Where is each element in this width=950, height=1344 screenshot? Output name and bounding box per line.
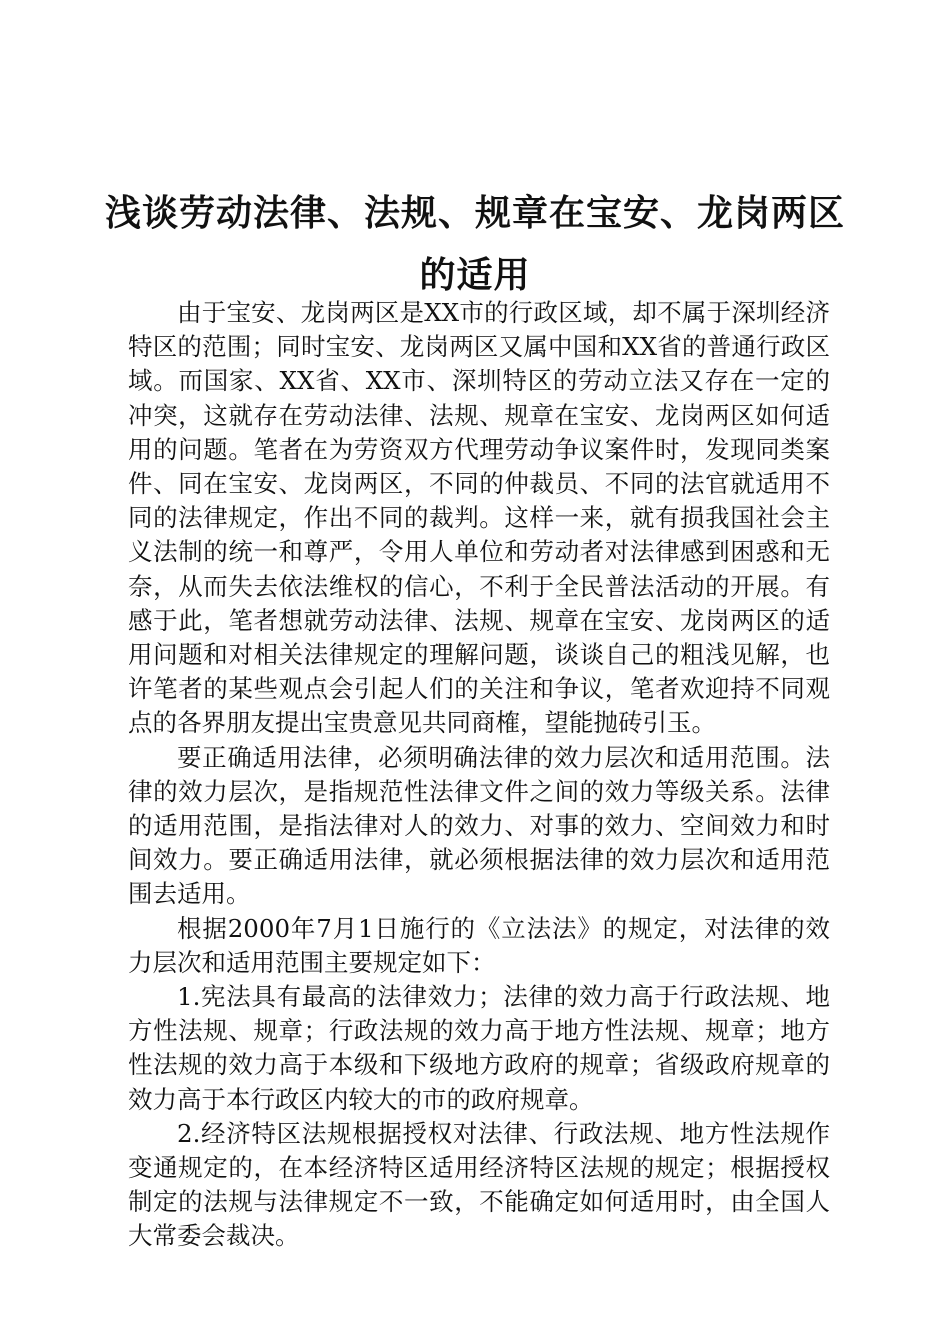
paragraph-effect-levels: 要正确适用法律，必须明确法律的效力层次和适用范围。法律的效力层次，是指规范性法律文件之间的效力等级关系。法律的适用范围，是指法律对人的效力、对事的效力、空间效力和时间效力。要正确适用法律，就必须根据法律的效力层次和适用范围去适用。 xyxy=(128,742,830,909)
document-title xyxy=(100,182,850,306)
title-line-2: 的适用 xyxy=(419,254,531,296)
paragraph-item-1: 1.宪法具有最高的法律效力；法律的效力高于行政法规、地方性法规、规章；行政法规的效力高于地方性法规、规章；地方性法规的效力高于本级和下级地方政府的规章；省级政府规章的效力高于本行政区内较大的市的政府规章。 xyxy=(128,982,830,1114)
paragraph-item-2: 2.经济特区法规根据授权对法律、行政法规、地方性法规作变通规定的，在本经济特区适用经济特区法规的规定；根据授权制定的法规与法律规定不一致，不能确定如何适用时，由全国人大常委会裁决。 xyxy=(128,1118,830,1251)
paragraph-intro: 由于宝安、龙岗两区是XX市的行政区域，却不属于深圳经济特区的范围；同时宝安、龙岗两区又属中国和XX省的普通行政区域。而国家、XX省、XX市、深圳特区的劳动立法又存在一定的冲突，这就存在劳动法律、法规、规章在宝安、龙岗两区如何适用的问题。笔者在为劳资双方代理劳动争议案件时，发现同类案件、同在宝安、龙岗两区，不同的仲裁员、不同的法官就适用不同的法律规定，作出不同的裁判。这样一来，就有损我国社会主义法制的统一和尊严，令用人单位和劳动者对法律感到困惑和无奈，从而失去依法维权的信心，不利于全民普法活动的开展。有感于此，笔者想就劳动法律、法规、规章在宝安、龙岗两区的适用问题和对相关法律规定的理解问题，谈谈自己的粗浅见解，也许笔者的某些观点会引起人们的关注和争议，笔者欢迎持不同观点的各界朋友提出宝贵意见共同商榷，望能抛砖引玉。 xyxy=(128,298,830,738)
document-body xyxy=(128,296,830,1254)
paragraph-legislation-law: 根据2000年7月1日施行的《立法法》的规定，对法律的效力层次和适用范围主要规定如下： xyxy=(128,913,830,977)
title-line-1: 浅谈劳动法律、法规、规章在宝安、龙岗两区 xyxy=(104,192,845,234)
